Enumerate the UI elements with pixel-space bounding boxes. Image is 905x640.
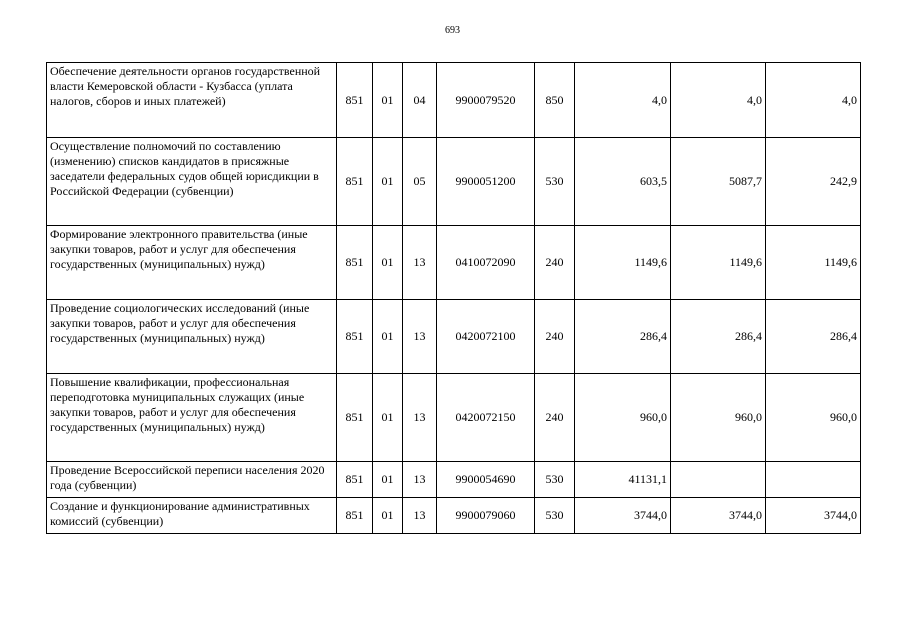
table-row xyxy=(47,63,861,138)
cell-target-article: 0420072150 xyxy=(437,374,535,462)
cell-sum-year-1: 960,0 xyxy=(575,374,671,462)
page-number: 693 xyxy=(445,25,460,36)
cell-subsection: 13 xyxy=(403,374,437,462)
cell-expense-type: 530 xyxy=(535,462,575,498)
table-body xyxy=(47,63,861,534)
cell-ministry-code: 851 xyxy=(337,462,373,498)
cell-section: 01 xyxy=(373,138,403,226)
cell-sum-year-2: 1149,6 xyxy=(671,226,766,300)
cell-ministry-code: 851 xyxy=(337,226,373,300)
cell-subsection: 13 xyxy=(403,226,437,300)
cell-subsection: 13 xyxy=(403,300,437,374)
cell-sum-year-3 xyxy=(766,462,861,498)
cell-expense-type: 240 xyxy=(535,374,575,462)
cell-subsection: 04 xyxy=(403,63,437,138)
cell-expense-type: 240 xyxy=(535,226,575,300)
cell-sum-year-3: 4,0 xyxy=(766,63,861,138)
cell-sum-year-1: 286,4 xyxy=(575,300,671,374)
cell-sum-year-2: 3744,0 xyxy=(671,498,766,534)
cell-expense-type: 850 xyxy=(535,63,575,138)
budget-table xyxy=(46,62,861,534)
cell-ministry-code: 851 xyxy=(337,374,373,462)
cell-ministry-code: 851 xyxy=(337,63,373,138)
cell-sum-year-3: 242,9 xyxy=(766,138,861,226)
cell-sum-year-1: 603,5 xyxy=(575,138,671,226)
cell-section: 01 xyxy=(373,300,403,374)
cell-section: 01 xyxy=(373,226,403,300)
cell-sum-year-2 xyxy=(671,462,766,498)
cell-target-article: 0420072100 xyxy=(437,300,535,374)
cell-sum-year-1: 4,0 xyxy=(575,63,671,138)
cell-ministry-code: 851 xyxy=(337,498,373,534)
cell-ministry-code: 851 xyxy=(337,138,373,226)
cell-description: Проведение Всероссийской переписи населения 2020 года (субвенции) xyxy=(47,462,337,498)
cell-sum-year-3: 3744,0 xyxy=(766,498,861,534)
cell-description: Повышение квалификации, профессиональная переподготовка муниципальных служащих (иные закупки товаров, работ и услуг для обеспечения государственных (муниципальных) нужд) xyxy=(47,374,337,462)
cell-description: Проведение социологических исследований (иные закупки товаров, работ и услуг для обеспечения государственных (муниципальных) нужд) xyxy=(47,300,337,374)
cell-description: Обеспечение деятельности органов государственной власти Кемеровской области - Кузбасса (уплата налогов, сборов и иных платежей) xyxy=(47,63,337,138)
cell-expense-type: 530 xyxy=(535,138,575,226)
table-row xyxy=(47,462,861,498)
cell-sum-year-2: 5087,7 xyxy=(671,138,766,226)
cell-sum-year-1: 41131,1 xyxy=(575,462,671,498)
table-row xyxy=(47,374,861,462)
cell-target-article: 9900079060 xyxy=(437,498,535,534)
cell-section: 01 xyxy=(373,374,403,462)
table-row xyxy=(47,226,861,300)
cell-target-article: 9900054690 xyxy=(437,462,535,498)
table-row xyxy=(47,300,861,374)
cell-sum-year-2: 960,0 xyxy=(671,374,766,462)
cell-expense-type: 530 xyxy=(535,498,575,534)
cell-section: 01 xyxy=(373,462,403,498)
cell-description: Осуществление полномочий по составлению (изменению) списков кандидатов в присяжные заседатели федеральных судов общей юрисдикции в Российской Федерации (субвенции) xyxy=(47,138,337,226)
cell-target-article: 0410072090 xyxy=(437,226,535,300)
cell-expense-type: 240 xyxy=(535,300,575,374)
cell-description: Формирование электронного правительства (иные закупки товаров, работ и услуг для обеспечения государственных (муниципальных) нужд) xyxy=(47,226,337,300)
cell-sum-year-3: 286,4 xyxy=(766,300,861,374)
table-row xyxy=(47,498,861,534)
cell-target-article: 9900051200 xyxy=(437,138,535,226)
cell-sum-year-1: 3744,0 xyxy=(575,498,671,534)
cell-subsection: 13 xyxy=(403,462,437,498)
cell-sum-year-2: 286,4 xyxy=(671,300,766,374)
cell-section: 01 xyxy=(373,498,403,534)
cell-sum-year-3: 960,0 xyxy=(766,374,861,462)
cell-sum-year-2: 4,0 xyxy=(671,63,766,138)
cell-sum-year-3: 1149,6 xyxy=(766,226,861,300)
cell-subsection: 13 xyxy=(403,498,437,534)
cell-target-article: 9900079520 xyxy=(437,63,535,138)
cell-subsection: 05 xyxy=(403,138,437,226)
cell-description: Создание и функционирование административных комиссий (субвенции) xyxy=(47,498,337,534)
cell-sum-year-1: 1149,6 xyxy=(575,226,671,300)
cell-section: 01 xyxy=(373,63,403,138)
table-row xyxy=(47,138,861,226)
cell-ministry-code: 851 xyxy=(337,300,373,374)
